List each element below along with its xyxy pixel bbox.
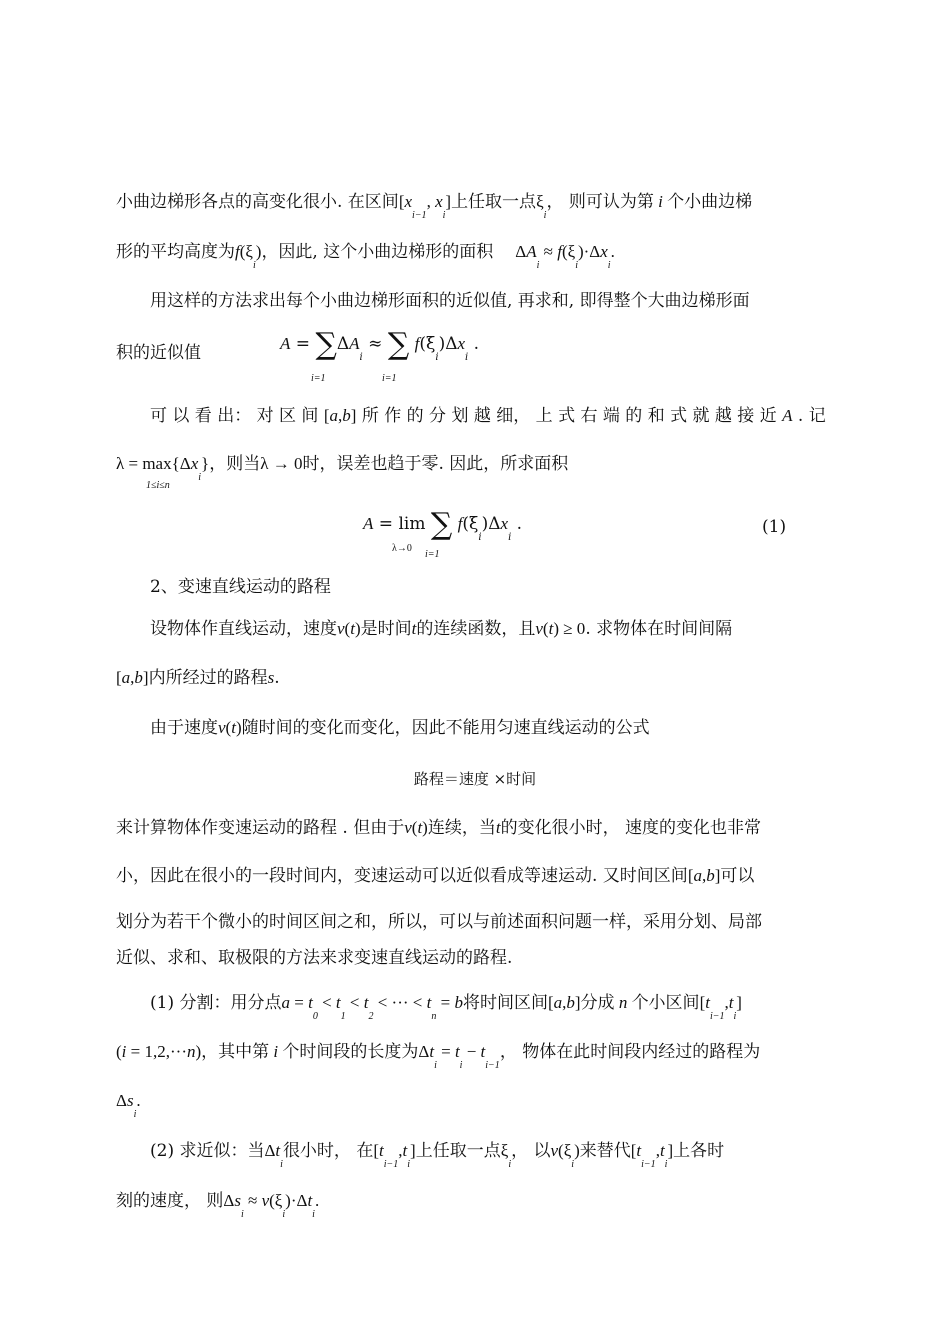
step2-line1: (2) 求近似：当$\Delta t_i$很小时， 在$[t_{i-1},t_i]$上任取一点$\xi_i$， 以$v(\xi_i)$来替代$[t_{i-1},t_i]$上各时 bbox=[150, 1141, 725, 1170]
text: ， 物体在此时间段内经过的路程为 bbox=[499, 1042, 761, 1062]
text: . 记 bbox=[797, 406, 826, 426]
p6-line1: 来计算物体作变速运动的路程 . 但由于v(t)连续，当t的变化很小时， 速度的变化也非常 bbox=[116, 818, 761, 838]
text: 分成 bbox=[580, 993, 615, 1013]
text: ，则当 bbox=[209, 454, 261, 474]
p6-line4: 近似、求和、取极限的方法来求变速直线运动的路程. bbox=[116, 948, 513, 968]
text: 个小区间 bbox=[631, 993, 700, 1013]
math-limit-equation: A = lim ∑ $f(\xi_i)\Delta x_i$ . bbox=[363, 507, 523, 543]
text: 可 以 看 出： 对 区 间 bbox=[150, 406, 319, 426]
lim-index: λ→0 bbox=[392, 543, 412, 554]
text: 来替代 bbox=[579, 1141, 631, 1161]
sum-index-3: i=1 bbox=[425, 549, 440, 560]
text: 连续，当 bbox=[427, 818, 496, 838]
text: 的变化很小时， 速度的变化也非常 bbox=[500, 818, 761, 838]
formula-distance: 路程＝速度 ×时间 bbox=[413, 770, 537, 788]
p3-line2: $\lambda = \max\{\Delta x_i\}$，则当λ → 0时，误差也趋于零. 因此，所求面积 bbox=[116, 454, 569, 483]
math-sum-approx: $A = \sum\Delta A_i$ ≈ ∑ $f(\xi_i)\Delta x_i$ . bbox=[280, 327, 480, 363]
text: 将时间区间 bbox=[462, 993, 548, 1013]
text: 上各时 bbox=[673, 1141, 725, 1161]
p4-line1: 设物体作直线运动，速度v(t)是时间t的连续函数，且v(t) ≥ 0. 求物体在时间间隔 bbox=[150, 619, 733, 639]
p1-line1 bbox=[116, 190, 753, 221]
text: 可以 bbox=[720, 866, 755, 886]
p1-line2 bbox=[116, 240, 615, 271]
p6-line2: 小，因此在很小的一段时间内，变速运动可以近似看成等速运动. 又时间区间[a,b]可以 bbox=[116, 866, 755, 886]
math-i: i bbox=[653, 192, 668, 211]
text: 个时间段的长度为 bbox=[282, 1042, 419, 1062]
text: 随时间的变化而变化，因此不能用匀速直线运动的公式 bbox=[241, 718, 650, 738]
section-heading: 2、变速直线运动的路程 bbox=[150, 577, 331, 597]
math-lambda-max: $\lambda = \max\{\Delta x_i\}$ bbox=[116, 454, 210, 483]
p2-line2 bbox=[116, 341, 201, 365]
text: 形的平均高度为 bbox=[116, 242, 235, 262]
text: 内所经过的路程 bbox=[148, 668, 268, 688]
text: ，其中第 bbox=[201, 1042, 270, 1062]
math-partition: $a = t_0 < t_1 < t_2$ < ··· < $t_n = b$ bbox=[281, 993, 463, 1022]
text: 个小曲边梯 bbox=[667, 192, 753, 212]
text: 所 作 的 分 划 越 细， 上 式 右 端 的 和 式 就 越 接 近 bbox=[361, 406, 777, 426]
text: (1) 分割：用分点 bbox=[150, 993, 282, 1013]
text: 小曲边梯形各点的高变化很小. 在区间 bbox=[116, 192, 399, 212]
text: 时，误差也趋于零. 因此，所求面积 bbox=[302, 454, 569, 474]
math-dA: $\Delta A_i \approx f(\xi_i)\cdot\Delta x_i$. bbox=[515, 242, 615, 271]
text: 是时间 bbox=[360, 619, 412, 639]
step1-line3: $\Delta s_i$. bbox=[116, 1091, 141, 1120]
text: 设物体作直线运动，速度 bbox=[150, 619, 337, 639]
step2-line2: 刻的速度， 则$\Delta s_i \approx v(\xi_i)\cdot\Delta t_i$. bbox=[116, 1191, 320, 1220]
text: 小，因此在很小的一段时间内，变速运动可以近似看成等速运动. 又时间区间 bbox=[116, 866, 688, 886]
equation-number: (1) bbox=[762, 517, 787, 537]
math-f-xi: $f(\xi_i)$ bbox=[235, 242, 262, 271]
math-xi: $\xi_i$ bbox=[536, 192, 547, 221]
text: 很小时， 在 bbox=[282, 1141, 374, 1161]
p2-line1: 用这样的方法求出每个小曲边梯形面积的近似值, 再求和, 即得整个大曲边梯形面 bbox=[150, 291, 750, 311]
text: 来计算物体作变速运动的路程 . 但由于 bbox=[116, 818, 405, 838]
step1-line1: (1) 分割：用分点$a = t_0 < t_1 < t_2$ < ··· < $t_n = b$将时间区间[a,b]分成 n 个小区间$[t_{i-1},t_i]$ bbox=[150, 993, 742, 1022]
text: ， 则可认为第 bbox=[546, 192, 654, 212]
max-index: 1≤i≤n bbox=[146, 480, 170, 491]
text: 积的近似值 bbox=[116, 343, 201, 363]
text: 上任取一点 bbox=[415, 1141, 501, 1161]
text: ， 以 bbox=[511, 1141, 551, 1161]
text: (2) 求近似：当 bbox=[150, 1141, 265, 1161]
sum-index-1: i=1 bbox=[311, 373, 326, 384]
text: . 求物体在时间间隔 bbox=[585, 619, 733, 639]
text: 由于速度 bbox=[150, 718, 218, 738]
p4-line2: [a,b]内所经过的路程s. bbox=[116, 668, 280, 688]
step1-line2: (i = 1,2,···n)，其中第 i 个时间段的长度为$\Delta t_i = t_i - t_{i-1}$， 物体在此时间段内经过的路程为 bbox=[116, 1042, 761, 1071]
p5-line1: 由于速度v(t)随时间的变化而变化，因此不能用匀速直线运动的公式 bbox=[150, 718, 650, 738]
text: 的连续函数，且 bbox=[416, 619, 536, 639]
text: 上任取一点 bbox=[451, 192, 537, 212]
text: 刻的速度， 则 bbox=[116, 1191, 224, 1211]
p3-line1: 可 以 看 出： 对 区 间 [a,b] 所 作 的 分 划 越 细， 上 式 右 端 的 和 式 就 越 接 近 A . 记 bbox=[150, 406, 826, 426]
math-interval-xi: [$x_{i-1}$, $x_i$] bbox=[398, 192, 452, 221]
sum-index-2: i=1 bbox=[382, 373, 397, 384]
p6-line3: 划分为若干个微小的时间区间之和，所以，可以与前述面积问题一样，采用分划、局部 bbox=[116, 912, 762, 932]
text: ，因此, 这个小曲边梯形的面积 bbox=[261, 242, 494, 262]
